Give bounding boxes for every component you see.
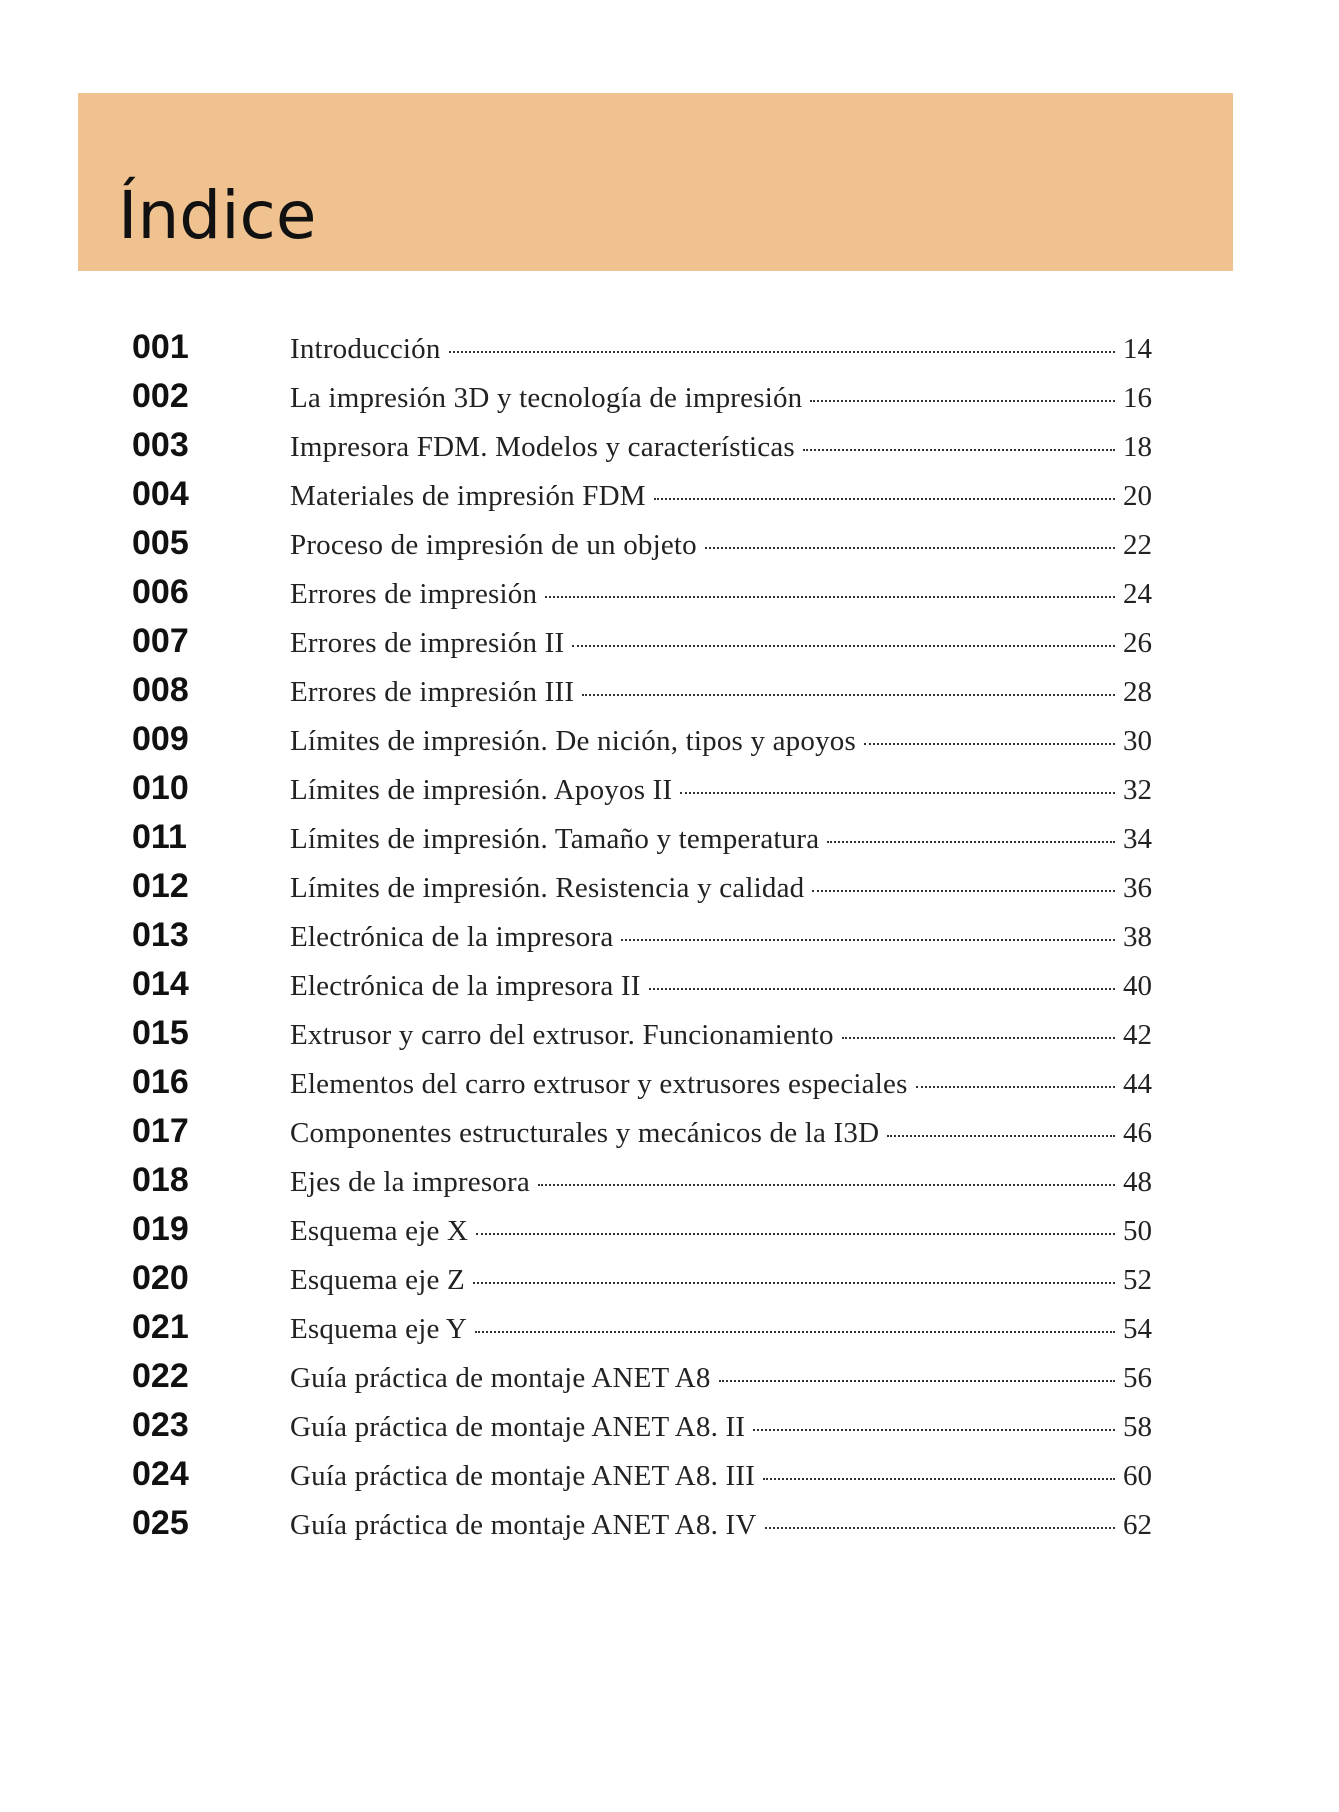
toc-entry-page: 24 <box>1123 578 1152 610</box>
toc-entry[interactable] <box>132 720 1152 769</box>
dot-leader <box>916 1086 1115 1088</box>
toc-entry-title: La impresión 3D y tecnología de impresión <box>290 382 803 414</box>
toc-entry-number: 012 <box>132 867 189 905</box>
toc-entry[interactable] <box>132 1308 1152 1357</box>
toc-entry[interactable] <box>132 1504 1152 1553</box>
toc-entry-page: 36 <box>1123 872 1152 904</box>
toc-entry[interactable] <box>132 671 1152 720</box>
toc-entry-number: 008 <box>132 671 189 709</box>
toc-entry[interactable] <box>132 1259 1152 1308</box>
toc-entry-title: Electrónica de la impresora <box>290 921 614 953</box>
dot-leader <box>654 498 1115 500</box>
toc-entry-number: 015 <box>132 1014 189 1052</box>
toc-entry-page: 32 <box>1123 774 1152 806</box>
toc-entry-number: 011 <box>132 818 187 856</box>
toc-entry-page: 52 <box>1123 1264 1152 1296</box>
toc-entry[interactable] <box>132 769 1152 818</box>
toc-entry[interactable] <box>132 867 1152 916</box>
dot-leader <box>803 449 1115 451</box>
toc-entry-page: 62 <box>1123 1509 1152 1541</box>
toc-entry[interactable] <box>132 965 1152 1014</box>
dot-leader <box>621 939 1115 941</box>
toc-entry[interactable] <box>132 1112 1152 1161</box>
toc-entry-number: 021 <box>132 1308 189 1346</box>
dot-leader <box>827 841 1115 843</box>
toc-entry-page: 44 <box>1123 1068 1152 1100</box>
toc-entry-number: 001 <box>132 328 189 366</box>
toc-entry-title: Ejes de la impresora <box>290 1166 530 1198</box>
toc-entry-number: 022 <box>132 1357 189 1395</box>
toc-entry-page: 14 <box>1123 333 1152 365</box>
toc-entry-page: 48 <box>1123 1166 1152 1198</box>
toc-entry-page: 50 <box>1123 1215 1152 1247</box>
toc-entry-title: Materiales de impresión FDM <box>290 480 646 512</box>
toc-entry-page: 26 <box>1123 627 1152 659</box>
toc-entry-number: 018 <box>132 1161 189 1199</box>
toc-entry-page: 54 <box>1123 1313 1152 1345</box>
toc-entry-page: 16 <box>1123 382 1152 414</box>
toc-entry-title: Guía práctica de montaje ANET A8. II <box>290 1411 746 1443</box>
dot-leader <box>538 1184 1115 1186</box>
dot-leader <box>475 1331 1115 1333</box>
toc-entry-page: 38 <box>1123 921 1152 953</box>
dot-leader <box>582 694 1115 696</box>
toc-entry[interactable] <box>132 475 1152 524</box>
toc-entry[interactable] <box>132 1014 1152 1063</box>
page-title: Índice <box>118 177 317 254</box>
toc-entry-title: Electrónica de la impresora II <box>290 970 641 1002</box>
toc-entry-title: Impresora FDM. Modelos y características <box>290 431 795 463</box>
toc-entry[interactable] <box>132 818 1152 867</box>
toc-entry-number: 004 <box>132 475 189 513</box>
toc-entry-title: Introducción <box>290 333 441 365</box>
toc-entry-title: Límites de impresión. De nición, tipos y apoyos <box>290 725 856 757</box>
toc-entry-title: Guía práctica de montaje ANET A8 <box>290 1362 711 1394</box>
toc-entry[interactable] <box>132 1210 1152 1259</box>
toc-entry-title: Esquema eje Y <box>290 1313 468 1345</box>
toc-entry[interactable] <box>132 1406 1152 1455</box>
dot-leader <box>887 1135 1115 1137</box>
toc-entry[interactable] <box>132 328 1152 377</box>
toc-entry-page: 46 <box>1123 1117 1152 1149</box>
toc-entry-title: Elementos del carro extrusor y extrusores especiales <box>290 1068 908 1100</box>
toc-entry-title: Componentes estructurales y mecánicos de la I3D <box>290 1117 880 1149</box>
toc-entry-title: Esquema eje Z <box>290 1264 465 1296</box>
toc-entry-page: 60 <box>1123 1460 1152 1492</box>
dot-leader <box>649 988 1115 990</box>
dot-leader <box>812 890 1115 892</box>
dot-leader <box>765 1527 1116 1529</box>
dot-leader <box>473 1282 1115 1284</box>
toc-entry-page: 40 <box>1123 970 1152 1002</box>
dot-leader <box>864 743 1115 745</box>
toc-entry[interactable] <box>132 377 1152 426</box>
toc-entry-number: 003 <box>132 426 189 464</box>
dot-leader <box>449 351 1115 353</box>
toc-entry[interactable] <box>132 1161 1152 1210</box>
toc-entry[interactable] <box>132 622 1152 671</box>
dot-leader <box>476 1233 1115 1235</box>
toc-entry-title: Límites de impresión. Tamaño y temperatura <box>290 823 820 855</box>
toc-entry-number: 020 <box>132 1259 189 1297</box>
toc-entry-number: 010 <box>132 769 189 807</box>
toc-entry-number: 002 <box>132 377 189 415</box>
dot-leader <box>680 792 1115 794</box>
toc-entry-title: Guía práctica de montaje ANET A8. III <box>290 1460 756 1492</box>
dot-leader <box>705 547 1115 549</box>
toc-entry-page: 18 <box>1123 431 1152 463</box>
toc-entry-page: 34 <box>1123 823 1152 855</box>
toc-entry-page: 30 <box>1123 725 1152 757</box>
dot-leader <box>545 596 1115 598</box>
dot-leader <box>753 1429 1115 1431</box>
dot-leader <box>842 1037 1115 1039</box>
toc-entry-number: 025 <box>132 1504 189 1542</box>
toc-entry-page: 58 <box>1123 1411 1152 1443</box>
toc-entry-number: 016 <box>132 1063 189 1101</box>
toc-entry-title: Esquema eje X <box>290 1215 469 1247</box>
toc-entry[interactable] <box>132 573 1152 622</box>
table-of-contents <box>132 328 1152 1553</box>
toc-entry-number: 024 <box>132 1455 189 1493</box>
dot-leader <box>572 645 1115 647</box>
toc-entry[interactable] <box>132 426 1152 475</box>
toc-entry[interactable] <box>132 916 1152 965</box>
toc-entry[interactable] <box>132 524 1152 573</box>
header-band <box>78 93 1233 271</box>
toc-entry-title: Límites de impresión. Resistencia y calidad <box>290 872 805 904</box>
toc-entry-number: 017 <box>132 1112 189 1150</box>
toc-entry-page: 28 <box>1123 676 1152 708</box>
toc-entry-number: 013 <box>132 916 189 954</box>
toc-entry-title: Límites de impresión. Apoyos II <box>290 774 673 806</box>
toc-entry[interactable] <box>132 1455 1152 1504</box>
dot-leader <box>719 1380 1115 1382</box>
toc-entry-number: 014 <box>132 965 189 1003</box>
toc-entry[interactable] <box>132 1357 1152 1406</box>
dot-leader <box>810 400 1115 402</box>
toc-entry-number: 006 <box>132 573 189 611</box>
toc-entry-page: 22 <box>1123 529 1152 561</box>
toc-entry-number: 023 <box>132 1406 189 1444</box>
toc-entry-title: Guía práctica de montaje ANET A8. IV <box>290 1509 757 1541</box>
toc-entry-page: 42 <box>1123 1019 1152 1051</box>
toc-entry-title: Errores de impresión II <box>290 627 565 659</box>
toc-entry-title: Extrusor y carro del extrusor. Funcionamiento <box>290 1019 834 1051</box>
toc-entry-title: Errores de impresión <box>290 578 538 610</box>
toc-entry-page: 56 <box>1123 1362 1152 1394</box>
toc-entry[interactable] <box>132 1063 1152 1112</box>
toc-entry-number: 007 <box>132 622 189 660</box>
toc-entry-title: Proceso de impresión de un objeto <box>290 529 697 561</box>
toc-entry-number: 009 <box>132 720 189 758</box>
toc-entry-number: 005 <box>132 524 189 562</box>
dot-leader <box>763 1478 1115 1480</box>
toc-entry-title: Errores de impresión III <box>290 676 575 708</box>
toc-entry-number: 019 <box>132 1210 189 1248</box>
toc-entry-page: 20 <box>1123 480 1152 512</box>
